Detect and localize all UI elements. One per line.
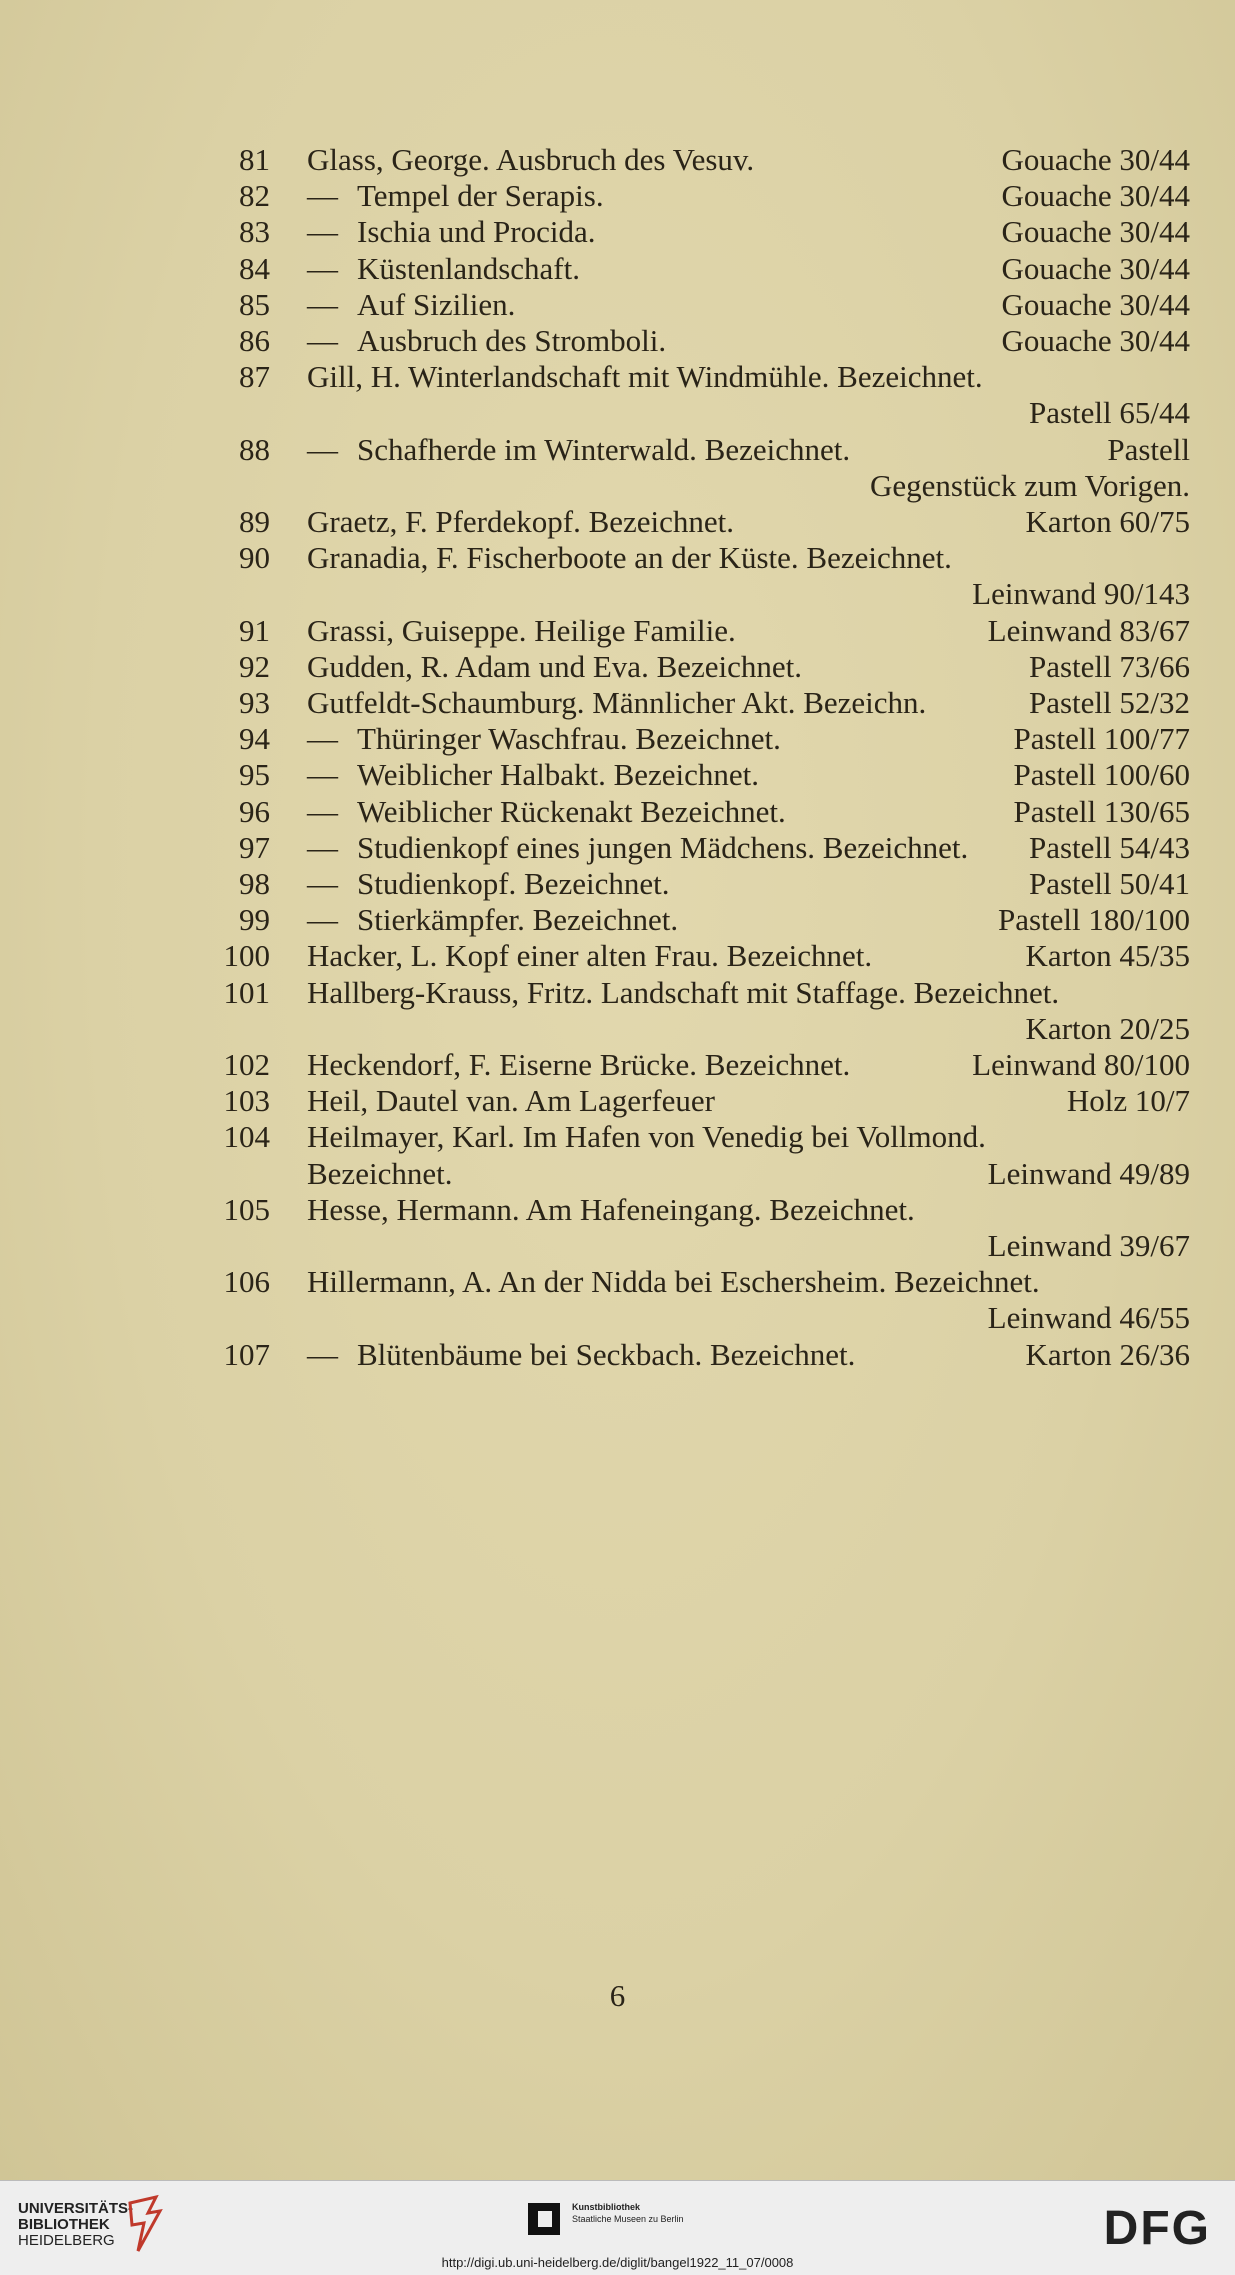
entry-number: 107 xyxy=(223,1336,270,1372)
ditto-dash: — xyxy=(307,286,338,322)
entry-medium: Pastell 54/43 xyxy=(1028,829,1190,865)
entry-number: 94 xyxy=(239,721,270,757)
dfg-logo: DFG xyxy=(1103,2202,1211,2255)
entry-number: 100 xyxy=(223,938,270,974)
entry-medium: Gouache 30/44 xyxy=(1001,250,1190,286)
entry-medium: Pastell 100/60 xyxy=(1013,757,1190,793)
entry-title: Graetz, F. Pferdekopf. Bezeichnet. xyxy=(307,504,735,539)
source-url-link[interactable]: http://digi.ub.uni-heidelberg.de/diglit/bangel1922_11_07/0008 xyxy=(441,2255,794,2270)
ditto-dash: — xyxy=(307,866,338,901)
entry-medium: Pastell 130/65 xyxy=(1013,793,1190,829)
heidelberg-library-logo-text xyxy=(18,2201,133,2249)
entry-title: Weiblicher Rückenakt Bezeichnet. xyxy=(357,793,786,829)
entry-medium: Pastell 100/77 xyxy=(1013,721,1190,757)
kb-line-1: Kunstbibliothek xyxy=(572,2202,640,2212)
entry-medium: Pastell 73/66 xyxy=(1028,648,1190,684)
entry-title: Granadia, F. Fischerboote an der Küste. Bezeichnet. xyxy=(307,540,952,576)
entry-title: Tempel der Serapis. xyxy=(357,178,604,214)
ditto-dash: — xyxy=(307,178,338,214)
entry-number: 82 xyxy=(239,178,270,214)
entry-number: 92 xyxy=(239,648,270,684)
footer-bar xyxy=(0,2180,1235,2275)
ditto-dash: — xyxy=(307,721,338,757)
entry-medium: Pastell xyxy=(1107,431,1190,467)
entry-medium: Karton 60/75 xyxy=(1025,504,1190,539)
entry-number: 101 xyxy=(223,974,270,1010)
entry-number: 98 xyxy=(239,866,270,901)
library-line-1: UNIVERSITÄTS- xyxy=(18,2200,134,2217)
entry-title: Gudden, R. Adam und Eva. Bezeichnet. xyxy=(307,648,803,684)
entry-medium: Gouache 30/44 xyxy=(1001,142,1190,177)
entry-medium: Gouache 30/44 xyxy=(1001,178,1190,214)
entry-medium: Leinwand 90/143 xyxy=(972,576,1190,612)
ditto-dash: — xyxy=(307,1336,338,1372)
entry-title: Ischia und Procida. xyxy=(357,214,596,250)
catalog-entry xyxy=(0,1329,1235,1381)
entry-medium: Leinwand 49/89 xyxy=(987,1155,1190,1191)
entry-number: 102 xyxy=(223,1047,270,1082)
entry-number: 103 xyxy=(223,1083,270,1119)
entry-title: Gutfeldt-Schaumburg. Männlicher Akt. Bezeichn. xyxy=(307,685,927,720)
entry-title: Auf Sizilien. xyxy=(357,286,516,322)
entry-medium: Pastell 180/100 xyxy=(997,902,1190,938)
entry-title: Thüringer Waschfrau. Bezeichnet. xyxy=(357,721,781,757)
entry-number: 91 xyxy=(239,612,270,648)
entry-title: Küstenlandschaft. xyxy=(357,250,580,286)
entry-number: 105 xyxy=(223,1191,270,1227)
entry-title: Studienkopf eines jungen Mädchens. Bezeichnet. xyxy=(357,829,969,865)
entry-number: 84 xyxy=(239,250,270,286)
entry-number: 87 xyxy=(239,359,270,395)
ditto-dash: — xyxy=(307,250,338,286)
entry-title: Weiblicher Halbakt. Bezeichnet. xyxy=(357,757,760,793)
entry-number: 83 xyxy=(239,214,270,250)
entry-title: Ausbruch des Stromboli. xyxy=(357,323,667,358)
entry-title: Hacker, L. Kopf einer alten Frau. Bezeichnet. xyxy=(307,938,873,974)
entry-medium: Pastell 50/41 xyxy=(1028,866,1190,901)
entry-title-continuation: Bezeichnet. xyxy=(307,1155,453,1191)
entry-title: Blütenbäume bei Seckbach. Bezeichnet. xyxy=(357,1336,856,1372)
entry-title: Schafherde im Winterwald. Bezeichnet. xyxy=(357,431,851,467)
entry-medium: Leinwand 83/67 xyxy=(987,612,1190,648)
entry-medium: Gouache 30/44 xyxy=(1001,214,1190,250)
kunstbibliothek-text xyxy=(572,2201,684,2225)
entry-medium: Pastell 52/32 xyxy=(1028,685,1190,720)
library-line-2: BIBLIOTHEK xyxy=(18,2216,110,2233)
entry-medium: Gegenstück zum Vorigen. xyxy=(870,467,1190,503)
entry-medium: Karton 45/35 xyxy=(1025,938,1190,974)
page-number: 6 xyxy=(609,1978,626,2013)
entry-number: 81 xyxy=(239,142,270,177)
kb-line-2: Staatliche Museen zu Berlin xyxy=(572,2214,684,2224)
entry-title: Hallberg-Krauss, Fritz. Landschaft mit Staffage. Bezeichnet. xyxy=(307,974,1060,1010)
ditto-dash: — xyxy=(307,793,338,829)
kunstbibliothek-icon xyxy=(528,2203,560,2235)
entry-title: Heilmayer, Karl. Im Hafen von Venedig bei Vollmond. xyxy=(307,1119,986,1155)
entry-number: 99 xyxy=(239,902,270,938)
ditto-dash: — xyxy=(307,902,338,938)
heidelberg-library-icon xyxy=(126,2193,166,2255)
entry-number: 85 xyxy=(239,286,270,322)
entry-number: 106 xyxy=(223,1264,270,1300)
entry-medium: Gouache 30/44 xyxy=(1001,286,1190,322)
entry-number: 90 xyxy=(239,540,270,576)
entry-medium: Gouache 30/44 xyxy=(1001,323,1190,358)
ditto-dash: — xyxy=(307,829,338,865)
entry-number: 95 xyxy=(239,757,270,793)
ditto-dash: — xyxy=(307,431,338,467)
entry-title: Grassi, Guiseppe. Heilige Familie. xyxy=(307,612,736,648)
entry-number: 96 xyxy=(239,793,270,829)
entry-medium: Leinwand 46/55 xyxy=(987,1300,1190,1336)
entry-title: Heckendorf, F. Eiserne Brücke. Bezeichnet. xyxy=(307,1047,851,1082)
ditto-dash: — xyxy=(307,323,338,358)
entry-number: 97 xyxy=(239,829,270,865)
entry-medium: Karton 26/36 xyxy=(1025,1336,1190,1372)
entry-medium: Pastell 65/44 xyxy=(1028,395,1190,431)
entry-title: Hillermann, A. An der Nidda bei Eschersheim. Bezeichnet. xyxy=(307,1264,1040,1300)
entry-title: Hesse, Hermann. Am Hafeneingang. Bezeichnet. xyxy=(307,1191,915,1227)
entry-medium: Holz 10/7 xyxy=(1066,1083,1190,1119)
entry-number: 86 xyxy=(239,323,270,358)
entry-medium: Karton 20/25 xyxy=(1025,1010,1190,1046)
ditto-dash: — xyxy=(307,757,338,793)
entry-number: 104 xyxy=(223,1119,270,1155)
entry-number: 89 xyxy=(239,504,270,539)
entry-title: Heil, Dautel van. Am Lagerfeuer xyxy=(307,1083,715,1119)
entry-title: Stierkämpfer. Bezeichnet. xyxy=(357,902,679,938)
entry-title: Studienkopf. Bezeichnet. xyxy=(357,866,670,901)
entry-number: 88 xyxy=(239,431,270,467)
entry-medium: Leinwand 80/100 xyxy=(972,1047,1190,1082)
entry-number: 93 xyxy=(239,685,270,720)
entry-title: Gill, H. Winterlandschaft mit Windmühle. Bezeichnet. xyxy=(307,359,983,395)
ditto-dash: — xyxy=(307,214,338,250)
entry-medium: Leinwand 39/67 xyxy=(987,1228,1190,1263)
entry-title: Glass, George. Ausbruch des Vesuv. xyxy=(307,142,755,177)
library-line-3: HEIDELBERG xyxy=(18,2232,115,2249)
